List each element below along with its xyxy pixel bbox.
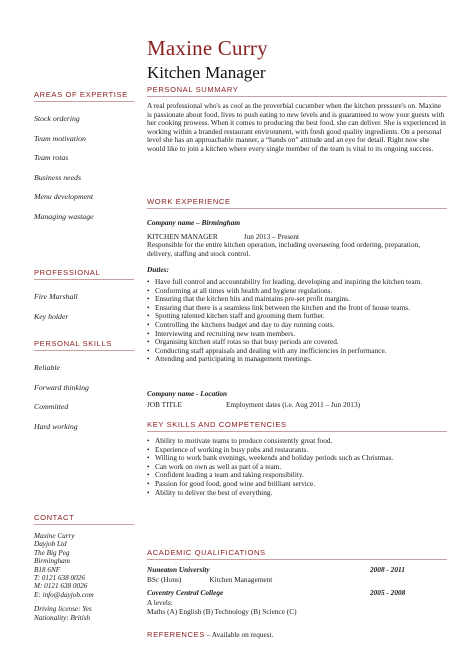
list-item: • Conducting staff appraisals and dealing with any inefficiencies in performance. [155,347,447,356]
professional-list [34,287,134,326]
list-item: • Controlling the kitchens budget and day to day running costs. [155,321,447,330]
areas-of-expertise-list [34,109,134,226]
personal-skills-list [34,358,134,436]
list-item: • Ability to motivate teams to produce consistently great food. [155,437,447,446]
job-description: Responsible for the entire kitchen operation, including overseeing food ordering, preparation, delivery, staffing and stock control. [147,240,420,258]
list-item: • Experience of working in busy pubs and restaurants. [155,446,447,455]
job-entry [147,219,447,364]
candidate-name: Maxine Curry [147,36,268,60]
education-row [147,566,447,575]
references-heading: REFERENCES [147,630,205,639]
personal-summary-heading: PERSONAL SUMMARY [147,85,447,97]
list-item: Managing wastage [34,211,94,221]
personal-skills-section [34,339,134,436]
institution-name: Coventry Central College [147,588,224,597]
personal-skills-heading: PERSONAL SKILLS [34,339,134,351]
contact-section [34,513,134,622]
contact-line: B18 6NF [34,565,61,574]
list-item: • Spotting talented kitchen staff and grooming them further. [155,312,447,321]
institution-name: Nuneaton University [147,565,210,574]
list-item: Business needs [34,172,81,182]
contact-line: T: 0121 638 0026 [34,574,85,583]
job-entry [147,390,447,409]
job-dates: Employment dates (i.e. Aug 2011 – Jun 2013) [225,399,361,409]
list-item: Key holder [34,311,69,321]
duties-label: Duties: [147,265,169,275]
list-item: Team motivation [34,133,86,143]
list-item: Fire Marshall [34,292,78,301]
academic-heading: ACADEMIC QUALIFICATIONS [147,548,447,560]
references-text: – Available on request. [206,630,274,639]
academic-qualifications [147,566,447,616]
course-line [147,575,447,584]
professional-heading: PROFESSIONAL [34,268,134,280]
list-item: • Attending and participating in management meetings. [155,355,447,364]
list-item: • Ensuring that the kitchen hits and maintains pre-set profit margins. [155,295,447,304]
job-title: JOB TITLE [147,399,182,409]
list-item: Forward thinking [34,382,89,392]
list-item: • Passion for good food, good wine and brilliant service. [155,480,447,489]
list-item: • Ability to deliver the best of everything. [155,489,447,498]
contact-line: M: 0121 638 0026 [34,582,88,591]
areas-of-expertise-heading: AREAS OF EXPERTISE [34,90,134,102]
work-experience-heading: WORK EXPERIENCE [147,197,447,209]
contact-line: Birmingham [34,557,70,566]
education-years: 2005 - 2008 [370,588,406,597]
driving-license: Driving license: Yes [34,605,92,614]
personal-summary [147,102,447,154]
list-item: Stock ordering [34,114,80,123]
key-skills-heading: KEY SKILLS AND COMPETENCIES [147,420,447,432]
contact-line: The Big Peg [34,548,70,557]
duties-list [147,278,447,364]
list-item: • Ensuring that there is a seamless link between the kitchen and the front of house teams. [155,304,447,313]
job-title-line [147,401,447,410]
list-item: • Interviewing and recruiting new team members. [155,330,447,339]
contact-email[interactable]: E: info@dayjob.com [34,590,94,599]
nationality: Nationality: British [34,613,91,622]
job-dates: Jun 2013 – Present [243,231,300,241]
education-row [147,589,447,598]
list-item: Hard working [34,421,78,431]
company-name: Company name - Location [147,389,228,398]
areas-of-expertise-section [34,90,134,226]
list-item: • Conforming at all times with health and hygiene regulations. [155,287,447,296]
key-skills-list [147,437,447,497]
list-item: • Organising kitchen staff rotas so that busy periods are covered. [155,338,447,347]
professional-section [34,268,134,326]
summary-text: A real professional who's as cool as the proverbial cucumber when the kitchen pressure's on. Maxine is passionate about food, lives to push eating to new levels and is guaranteed to wow your guests with her cooking prowess. When it comes to producing the best food, she can deliver. She is experienced in working within a branded restaurant environment, with fresh good quality ingredients. On a personal level she has an approachable manner, a “hands on” attitude and an eye for detail. Right now she would like to join a kitchen where every single member of the team is vital to its ongoing success. [147,101,446,153]
job-role: Kitchen Manager [147,63,266,82]
list-item: • Can work on own as well as part of a team. [155,463,447,472]
list-item: • Have full control and accountability for leading, developing and inspiring the kitchen team. [155,278,447,287]
list-item: Menu development [34,192,94,201]
alevels-grades: Maths (A) English (B) Technology (B) Science (C) [147,607,297,616]
list-item: • Confident leading a team and taking responsibility. [155,471,447,480]
subject: Kitchen Management [209,575,273,584]
references-line [147,631,447,640]
list-item: Reliable [34,363,60,372]
contact-line: Dayjob Ltd [34,540,67,549]
contact-line: Maxine Curry [34,532,75,540]
alevels-label: A levels: [147,598,173,607]
job-title: KITCHEN MANAGER [147,231,218,241]
company-name: Company name – Birmingham [147,218,241,227]
degree: BSc (Hons) [147,575,182,584]
education-years: 2008 - 2011 [370,565,405,574]
key-skills [147,437,447,497]
list-item: • Willing to work bank evenings, weekends and holiday periods such as Christmas. [155,454,447,463]
list-item: Committed [34,402,69,411]
contact-heading: CONTACT [34,513,134,525]
list-item: Team rotas [34,153,69,162]
